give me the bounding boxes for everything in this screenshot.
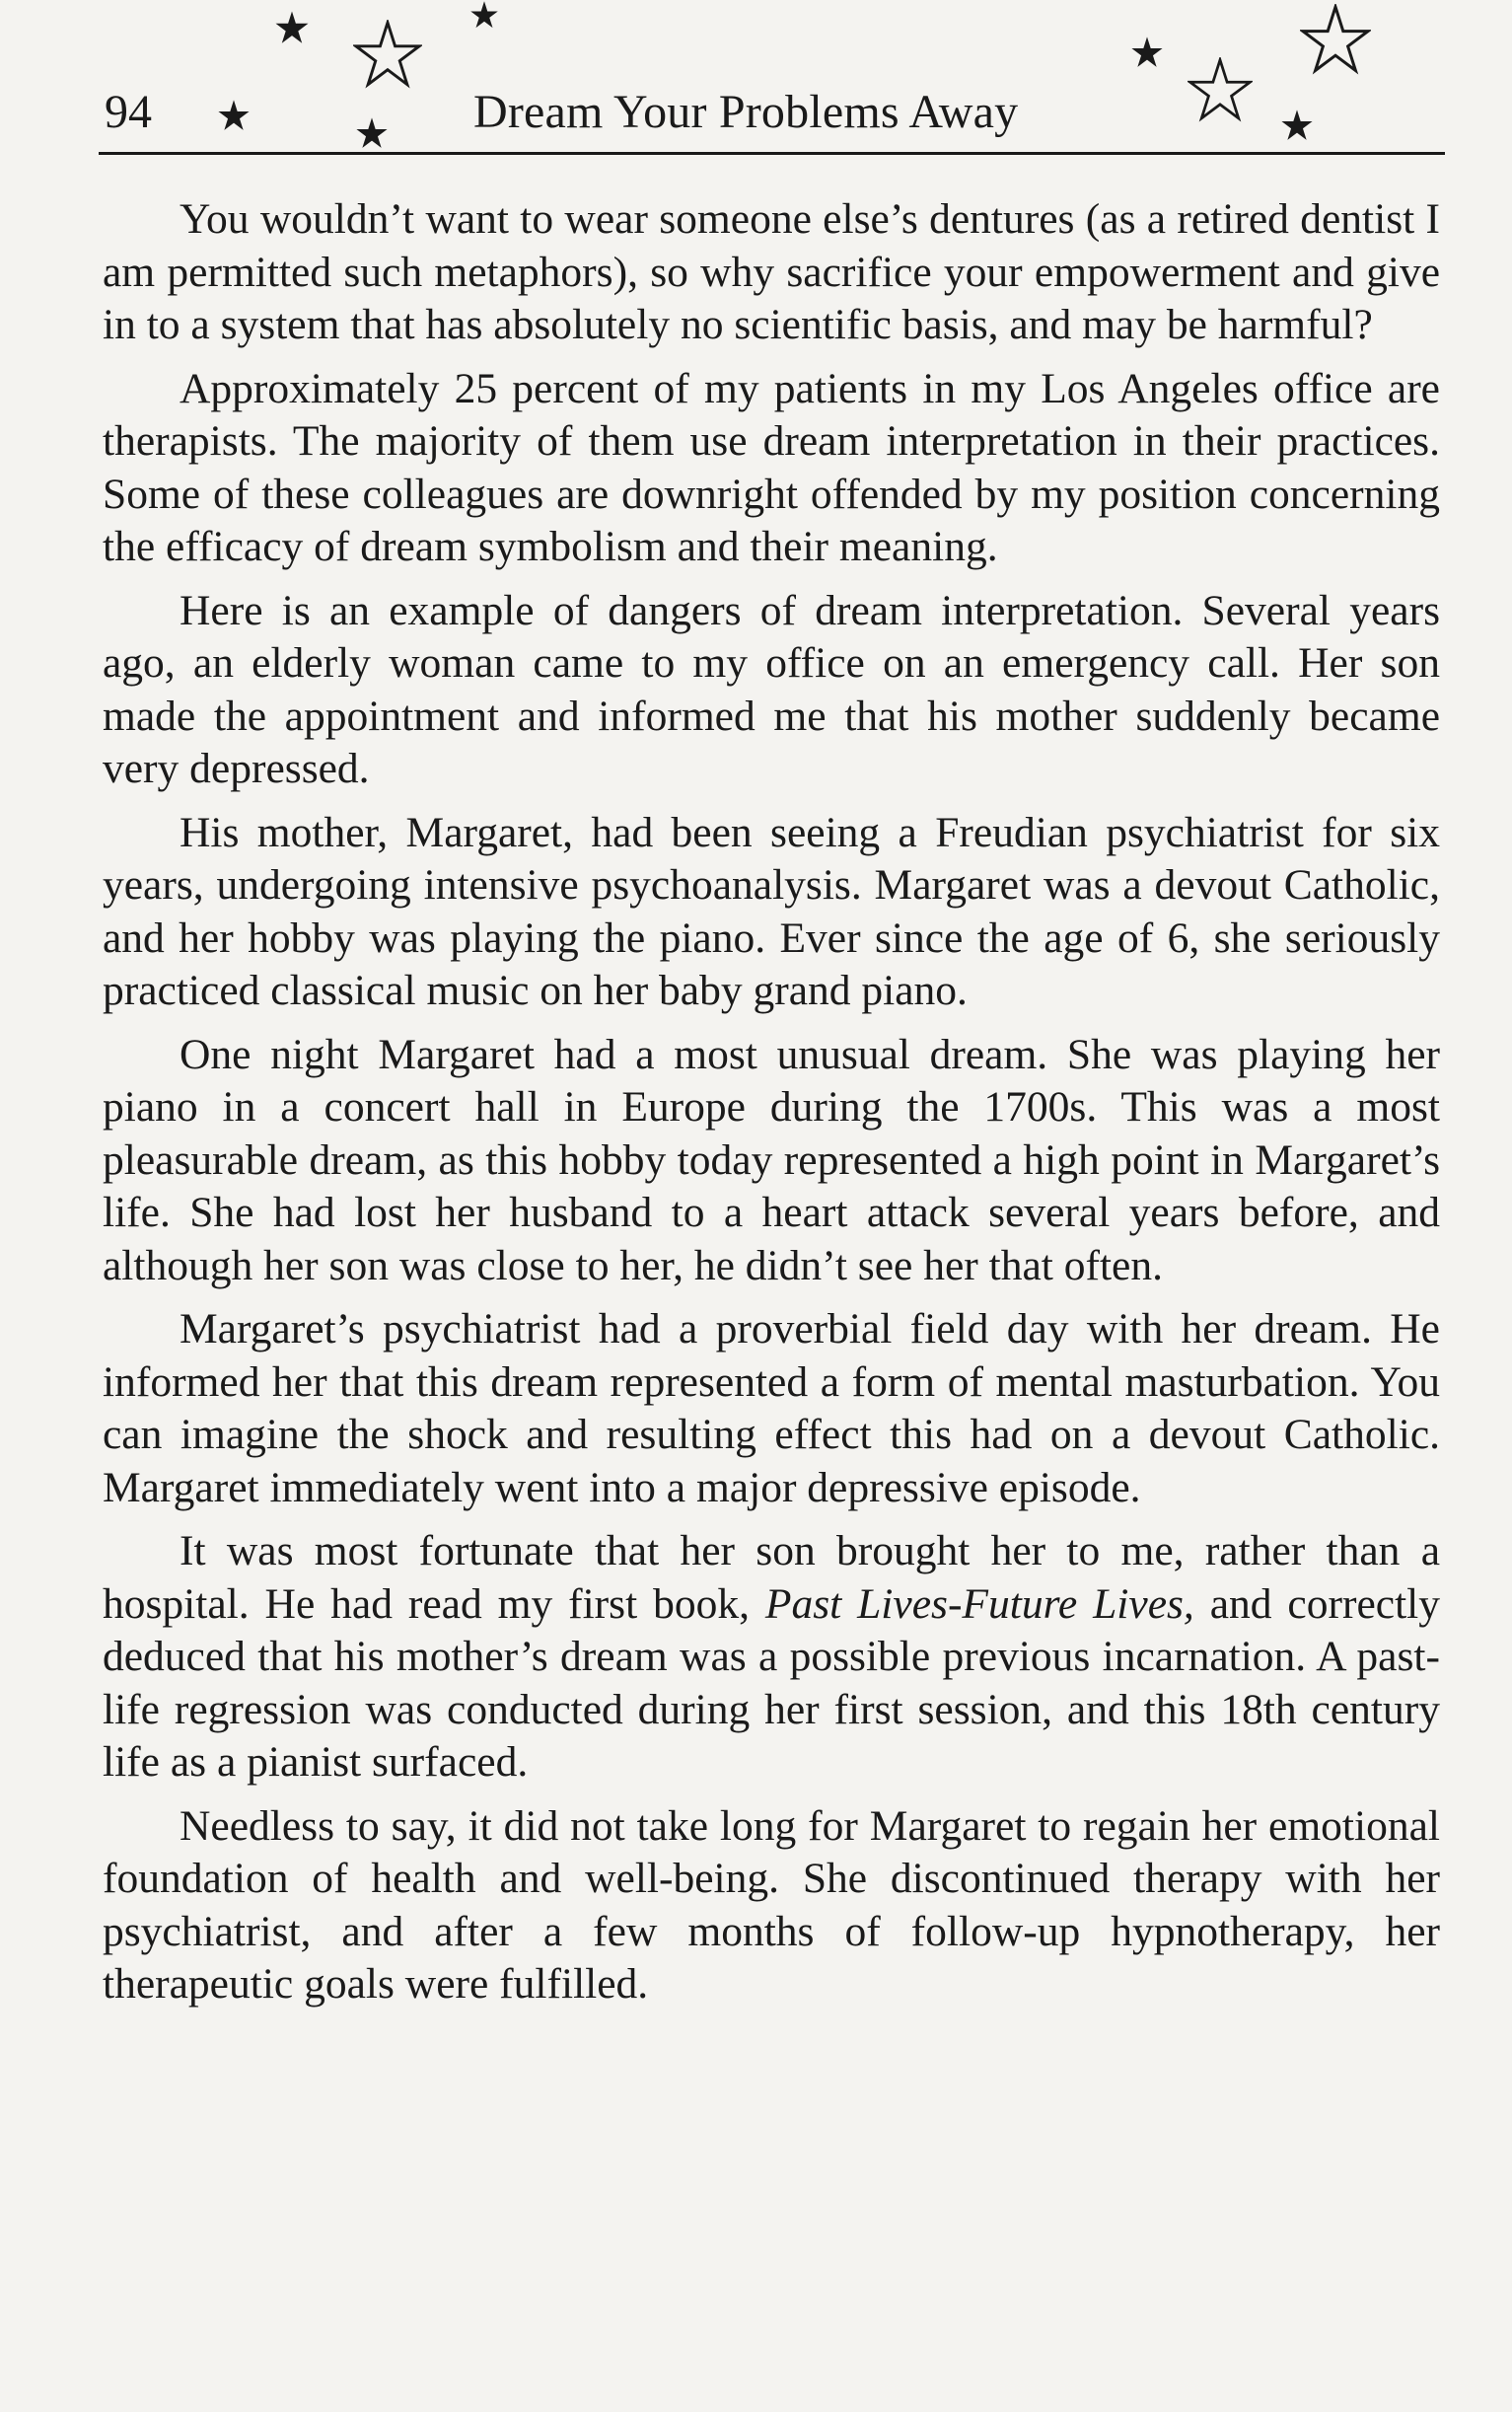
running-title: Dream Your Problems Away bbox=[473, 86, 1019, 138]
body-text bbox=[103, 193, 1440, 2022]
page-number: 94 bbox=[105, 86, 152, 138]
paragraph-text: It was most fortunate that her son brought her to me, rather than a hospital. He had read my first book, bbox=[103, 1527, 1440, 1628]
paragraph bbox=[103, 1525, 1440, 1790]
paragraph: Needless to say, it did not take long for Margaret to regain her emotional foundation of health and well-being. She discontinued therapy with her psychiatrist, and after a few months of follow-up hypnotherapy, her therapeutic goals were fulfilled. bbox=[103, 1801, 1440, 2008]
paragraph: His mother, Margaret, had been seeing a Freudian psychiatrist for six years, undergoing intensive psychoanalysis. Margaret was a devout Catholic, and her hobby was playing the piano. Ever since the age of 6, she seriously practiced classical music on her baby grand piano. bbox=[103, 808, 1440, 1014]
star-solid-icon bbox=[274, 10, 310, 45]
book-title: Past Lives-Future Lives, bbox=[764, 1579, 1194, 1628]
paragraph: Approximately 25 percent of my patients in my Los Angeles office are therapists. The majority of them use dream interpretation in their practices. Some of these colleagues are downright offended by my position concerning the efficacy of dream symbolism and their meaning. bbox=[103, 364, 1440, 570]
paragraph: You wouldn’t want to wear someone else’s dentures (as a retired dentist I am permitted such metaphors), so why sacrifice your empowerment and give in to a system that has absolutely no scientific basis, and may be harmful? bbox=[103, 195, 1440, 348]
paragraph: Margaret’s psychiatrist had a proverbial field day with her dream. He informed her that this dream represented a form of mental masturbation. You can imagine the shock and resulting effect this had on a devout Catholic. Margaret immediately went into a major depressive episode. bbox=[103, 1305, 1440, 1511]
paragraph: One night Margaret had a most unusual dream. She was playing her piano in a concert hall in Europe during the 1700s. This was a most pleasurable dream, as this hobby today represented a high point in Margaret’s life. She had lost her husband to a heart attack several years before, and although her son was close to her, he didn’t see her that often. bbox=[103, 1030, 1440, 1289]
paragraph: Here is an example of dangers of dream interpretation. Several years ago, an elderly woman came to my office on an emergency call. Her son made the appointment and informed me that his mother suddenly became very depressed. bbox=[103, 586, 1440, 792]
star-outline-icon bbox=[1300, 4, 1371, 75]
star-solid-icon bbox=[469, 0, 499, 30]
header-rule bbox=[99, 152, 1445, 155]
star-solid-icon bbox=[1130, 36, 1164, 69]
paragraph-text: and correctly deduced that his mother’s dream was a possible previous incarnation. A past-life regression was conducted during her first session, and this 18th century life as a pianist surfaced. bbox=[103, 1579, 1440, 1786]
running-header bbox=[99, 79, 1445, 158]
